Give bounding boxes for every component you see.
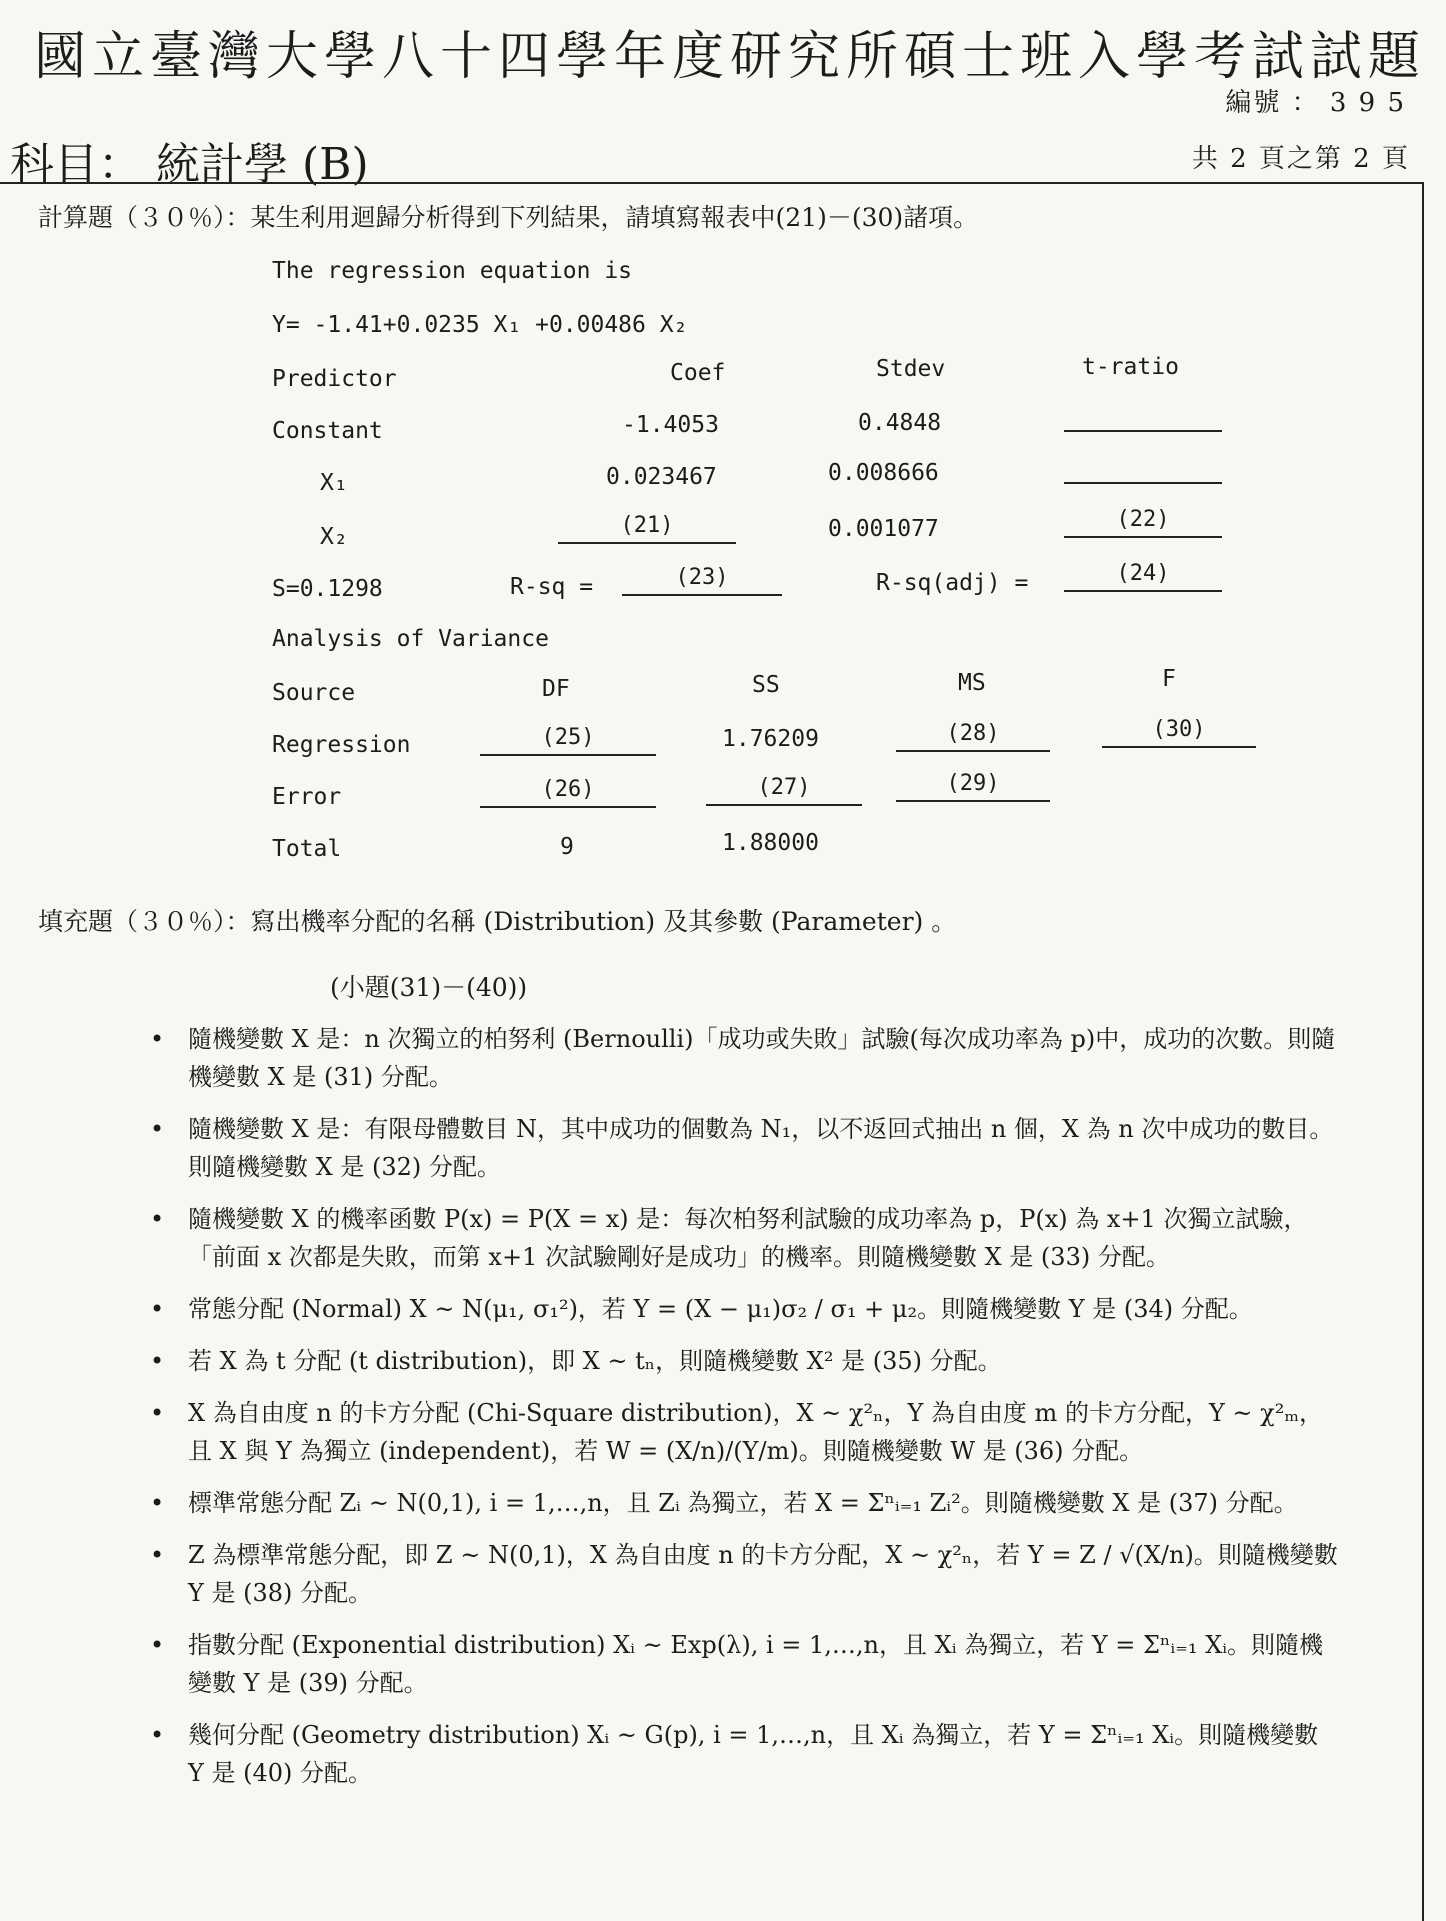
df-total: 9	[560, 834, 574, 860]
df-error-blank: (26)	[480, 776, 656, 808]
rsq-label: R-sq =	[510, 574, 594, 600]
list-item: • 隨機變數 X 是：有限母體數目 N，其中成功的個數為 N₁，以不返回式抽出 n 個，X 為 n 次中成功的數目。則隨機變數 X 是 (32) 分配。	[150, 1110, 1340, 1186]
f-regression-blank: (30)	[1102, 716, 1256, 748]
anova-title: Analysis of Variance	[272, 626, 549, 652]
stdev-x2: 0.001077	[828, 516, 939, 542]
t-ratio-x2-blank: (22)	[1064, 506, 1222, 538]
bullet-icon: •	[150, 1115, 165, 1143]
bullet-icon: •	[150, 1025, 165, 1053]
stdev-x1: 0.008666	[828, 460, 939, 486]
list-item: • 幾何分配 (Geometry distribution) Xᵢ ~ G(p), i = 1,…,n，且 Xᵢ 為獨立，若 Y = Σⁿᵢ₌₁ Xᵢ。則隨機變數 Y 是 (40) 分配。	[150, 1716, 1340, 1792]
equation-label: The regression equation is	[272, 258, 633, 284]
bullet-icon: •	[150, 1399, 165, 1427]
ms-regression-blank: (28)	[896, 720, 1050, 752]
bullet-icon: •	[150, 1631, 165, 1659]
page-info: 共 2 頁之第 2 頁	[1191, 144, 1410, 174]
list-item: • Z 為標準常態分配，即 Z ~ N(0,1)，X 為自由度 n 的卡方分配，X ~ χ²ₙ，若 Y = Z / √(X/n)。則隨機變數 Y 是 (38) 分配。	[150, 1536, 1340, 1612]
list-item: • 標準常態分配 Zᵢ ~ N(0,1), i = 1,…,n，且 Zᵢ 為獨立，若 X = Σⁿᵢ₌₁ Zᵢ²。則隨機變數 X 是 (37) 分配。	[150, 1484, 1340, 1522]
col-coef: Coef	[670, 360, 726, 386]
ss-regression: 1.76209	[722, 726, 819, 752]
list-item: • 隨機變數 X 的機率函數 P(x) = P(X = x) 是：每次柏努利試驗的成功率為 p，P(x) 為 x+1 次獨立試驗，「前面 x 次都是失敗，而第 x+1 次試驗剛好是成功」的機率。則隨機變數 X 是 (33) 分配。	[150, 1200, 1340, 1276]
stdev-constant: 0.4848	[858, 410, 942, 436]
t-ratio-x1-blank	[1064, 452, 1222, 484]
t-ratio-constant-blank	[1064, 400, 1222, 432]
exam-code: 編號 ： 3 9 5	[1225, 88, 1406, 118]
anova-col-ms: MS	[958, 670, 986, 696]
pred-x2: X₂	[320, 524, 348, 550]
list-item: • 隨機變數 X 是：n 次獨立的柏努利 (Bernoulli)「成功或失敗」試驗(每次成功率為 p)中，成功的次數。則隨機變數 X 是 (31) 分配。	[150, 1020, 1340, 1096]
calc-heading: 計算題（３０％）：某生利用迴歸分析得到下列結果，請填寫報表中(21)－(30)諸項。	[38, 203, 979, 232]
bullet-icon: •	[150, 1721, 165, 1749]
anova-src-regression: Regression	[272, 732, 411, 758]
anova-col-source: Source	[272, 680, 356, 706]
bullet-icon: •	[150, 1295, 165, 1323]
bullet-icon: •	[150, 1489, 165, 1517]
col-stdev: Stdev	[876, 356, 946, 382]
ss-total: 1.88000	[722, 830, 819, 856]
exam-title: 國立臺灣大學八十四學年度研究所碩士班入學考試試題	[34, 27, 1427, 87]
s-value: S=0.1298	[272, 576, 383, 602]
pred-x1: X₁	[320, 470, 348, 496]
rsq-adj-label: R-sq(adj) =	[876, 570, 1029, 596]
coef-x1: 0.023467	[606, 464, 717, 490]
list-item: • 常態分配 (Normal) X ~ N(μ₁, σ₁²)，若 Y = (X − μ₁)σ₂ / σ₁ + μ₂。則隨機變數 Y 是 (34) 分配。	[150, 1290, 1340, 1328]
bullet-icon: •	[150, 1541, 165, 1569]
rsq-blank: (23)	[622, 564, 782, 596]
list-item: • 若 X 為 t 分配 (t distribution)，即 X ~ tₙ，則隨機變數 X² 是 (35) 分配。	[150, 1342, 1340, 1380]
bullet-icon: •	[150, 1347, 165, 1375]
equation: Y= -1.41+0.0235 X₁ +0.00486 X₂	[272, 312, 688, 338]
df-regression-blank: (25)	[480, 724, 656, 756]
col-t-ratio: t-ratio	[1082, 354, 1179, 380]
fill-items	[150, 1020, 1340, 1806]
anova-col-df: DF	[542, 676, 570, 702]
anova-src-error: Error	[272, 784, 342, 810]
list-item: • X 為自由度 n 的卡方分配 (Chi-Square distribution)，X ~ χ²ₙ，Y 為自由度 m 的卡方分配，Y ~ χ²ₘ，且 X 與 Y 為獨立 (independent)，若 W = (X/n)/(Y/m)。則隨機變數 W 是 (36) 分配。	[150, 1394, 1340, 1470]
fill-heading: 填充題（３０％）：寫出機率分配的名稱 (Distribution) 及其參數 (Parameter) 。	[38, 907, 957, 936]
ms-error-blank: (29)	[896, 770, 1050, 802]
rsq-adj-blank: (24)	[1064, 560, 1222, 592]
bullet-icon: •	[150, 1205, 165, 1233]
list-item: • 指數分配 (Exponential distribution) Xᵢ ~ Exp(λ), i = 1,…,n，且 Xᵢ 為獨立，若 Y = Σⁿᵢ₌₁ Xᵢ。則隨機變數 Y 是 (39) 分配。	[150, 1626, 1340, 1702]
anova-col-ss: SS	[752, 672, 780, 698]
coef-constant: -1.4053	[622, 412, 719, 438]
fill-subrange: (小題(31)－(40))	[330, 973, 528, 1002]
subject-label: 科目： 統計學 (B)	[10, 139, 369, 190]
anova-col-f: F	[1162, 666, 1176, 692]
pred-constant: Constant	[272, 418, 383, 444]
ss-error-blank: (27)	[706, 774, 862, 806]
coef-x2-blank: (21)	[558, 512, 736, 544]
anova-src-total: Total	[272, 836, 342, 862]
col-predictor: Predictor	[272, 366, 397, 392]
